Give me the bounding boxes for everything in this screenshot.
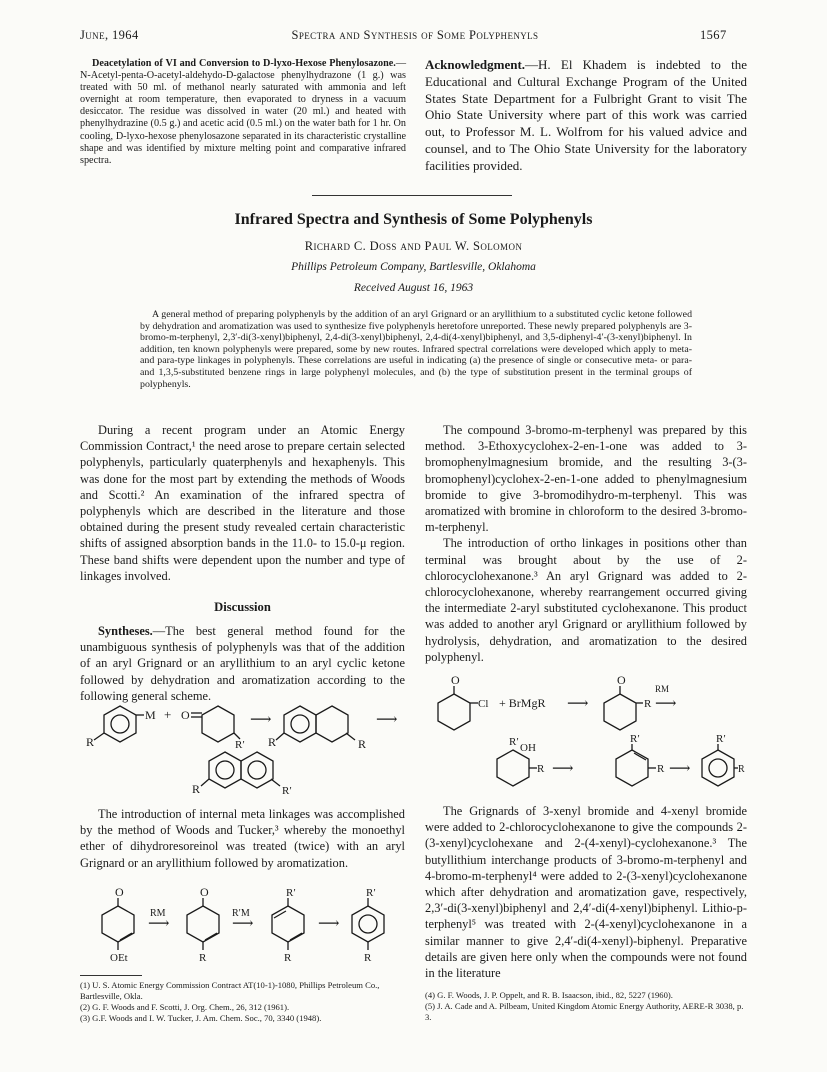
right-column-text	[425, 422, 747, 665]
scheme-r2: R	[268, 735, 277, 749]
scheme3-rp3: R′	[716, 733, 726, 745]
scheme3-arrow2: ⟶	[655, 696, 677, 712]
deacetylation-section	[80, 58, 406, 167]
section-divider	[312, 195, 512, 196]
scheme3-rp2: R′	[630, 733, 640, 745]
scheme2-arrow2: ⟶	[232, 916, 254, 932]
running-header-date: June, 1964	[80, 28, 139, 42]
footnote-4: (4) G. F. Woods, J. P. Oppelt, and R. B. Isaacson, ibid., 82, 5227 (1960).	[425, 990, 673, 1000]
acknowledgment-text: —H. El Khadem is indebted to the Educational and Cultural Exchange Program of the United States State Department for a Fulbright Grant to visit The Ohio State University where part of this work was carried out, to Professor M. L. Wolfrom for his valued advice and counsel, and to The Ohio State University for the laboratory facilities provided.	[425, 57, 747, 173]
left-column-intro	[80, 422, 405, 584]
acknowledgment-heading: Acknowledgment.	[425, 57, 526, 72]
xenyl-paragraph: The Grignards of 3-xenyl bromide and 4-xenyl bromide were added to 2-chlorocyclohexanone to give the compounds 2-(3-xenyl)cyclohexane and 2-(4-xenyl)-cyclohexanone.³ The butyllithium interchange products of 3-bromo-m-terphenyl and 4-bromo-m-terphenyl⁴ were added to 2-(3-xenyl)cyclohexanone which after dehydration and aromatization gave, respectively, 2,3′-di(3-xenyl)biphenyl and 2,4′-di(4-xenyl)biphenyl. Lithio-p-terphenyl⁵ was treated with 2-(4-xenyl)cyclohexanone in a similar manner to give 2,4′-di(4-xenyl)-biphenyl. Preparative details are given here only when the compounds were not found in the literature	[425, 804, 747, 981]
article-authors: Richard C. Doss and Paul W. Solomon	[304, 239, 523, 253]
meta-linkage-section	[80, 806, 405, 871]
scheme2-r2: R	[284, 952, 292, 964]
scheme2-rp2: R′	[366, 887, 376, 899]
scheme-r1: R	[86, 735, 95, 749]
page-number: 1567	[700, 28, 727, 42]
ortho-linkage-paragraph: The introduction of ortho linkages in positions other than terminal was brought about by the use of 2-chlorocyclohexanone.³ An aryl Grignard was added to 2-chlorocyclohexanone, whereby rearrangement occurred giving the intermediate 2-aryl substituted cyclohexanone. This product was added to another aryl Grignard or aryllithium followed by hydrolysis, dehydration, and aromatization to the desired polyphenyl.	[425, 536, 747, 664]
footnote-5: (5) J. A. Cade and A. Pilbeam, United Kingdom Atomic Energy Authority, AERE-R 3038, p. 3.	[425, 1001, 744, 1022]
scheme2-o1: O	[115, 885, 124, 899]
footnotes-right	[425, 990, 747, 1023]
scheme3-r2: R	[537, 763, 545, 775]
scheme-r3: R	[358, 737, 367, 751]
abstract	[140, 309, 692, 390]
syntheses-text: —The best general method found for the unambiguous synthesis of polyphenyls was that of the addition of an aryl Grignard or an aryllithium to an aryl cyclic ketone followed by dehydration and aromatization according to the following general scheme.	[80, 624, 405, 703]
general-scheme-diagram	[80, 700, 410, 800]
scheme-arrow2: ⟶	[376, 712, 398, 728]
scheme3-brmgr: + BrMgR	[499, 696, 546, 710]
scheme2-o2: O	[200, 885, 209, 899]
scheme2-rm-label: RM	[150, 908, 166, 919]
intro-paragraph: During a recent program under an Atomic Energy Commission Contract,¹ the need arose to prepare certain selected polyphenyls, particularly quaterphenyls and hexaphenyls. This was done for the most part by extending the methods of Woods and Scotti.² An examination of the infrared spectra of polyphenyls which are described in the literature and those obtained during the present study revealed certain characteristic shifts of assigned absorption bands in the 11.0- to 15.0-μ region. These band shifts were dependent upon the number and type of linkages involved.	[80, 423, 405, 583]
scheme-plus: +	[164, 707, 172, 722]
article-affiliation: Phillips Petroleum Company, Bartlesville, Oklahoma	[291, 261, 536, 273]
scheme2-oet: OEt	[110, 952, 128, 964]
scheme3-rp1: R′	[509, 736, 519, 748]
scheme2-r1: R	[199, 952, 207, 964]
running-header-title: Spectra and Synthesis of Some Polyphenyls	[291, 28, 539, 42]
footnote-3: (3) G.F. Woods and I. W. Tucker, J. Am. Chem. Soc., 70, 3340 (1948).	[80, 1013, 322, 1023]
footnote-1: (1) U. S. Atomic Energy Commission Contract AT(10-1)-1080, Phillips Petroleum Co., Bartlesville, Okla.	[80, 980, 380, 1001]
scheme-arrow1: ⟶	[250, 712, 272, 728]
discussion-heading: Discussion	[214, 600, 271, 614]
scheme2-rp1: R′	[286, 887, 296, 899]
footnotes-left	[80, 980, 405, 1024]
scheme-rp1: R′	[235, 739, 245, 751]
scheme3-r1: R	[644, 698, 652, 710]
scheme2-rpm-label: R′M	[232, 908, 250, 919]
deacetylation-text: —N-Acetyl-penta-O-acetyl-aldehydo-D-galactose phenylhydrazone (1 g.) was treated with 50 ml. of methanol nearly saturated with ammonia and left overnight at room temperature, then evaporated to dryness in a vacuum desiccator. The residue was dissolved in water (20 ml.) and heated with phenylhydrazine (0.5 g.) and acetic acid (0.5 ml.) on the water bath for 1 hr. On cooling, D-lyxo-hexose phenylosazone separated in its characteristic crystalline shape and was identified by mixture melting point and comparative infrared spectra.	[80, 58, 406, 166]
footnote-rule	[80, 975, 142, 976]
scheme3-o1: O	[451, 673, 460, 687]
syntheses-heading: Syntheses.	[98, 624, 153, 638]
scheme3-r3: R	[657, 763, 665, 775]
article-received: Received August 16, 1963	[353, 282, 474, 294]
acknowledgment-section	[425, 57, 747, 175]
scheme3-arrow4: ⟶	[669, 761, 691, 777]
scheme-m: M	[145, 708, 156, 722]
footnote-2: (2) G. F. Woods and F. Scotti, J. Org. Chem., 26, 312 (1961).	[80, 1002, 290, 1012]
xenyl-section	[425, 803, 747, 981]
scheme2-r3: R	[364, 952, 372, 964]
scheme3-arrow1: ⟶	[567, 696, 589, 712]
ortho-linkage-scheme	[425, 672, 747, 788]
meta-linkage-paragraph: The introduction of internal meta linkages was accomplished by the method of Woods and Tucker,³ whereby the monoethyl ether of dihydroresoreinol was treated (twice) with an aryl Grignard or an aryllithium followed by aromatization.	[80, 807, 405, 870]
scheme3-arrow3: ⟶	[552, 761, 574, 777]
article-title: Infrared Spectra and Synthesis of Some Polyphenyls	[234, 211, 593, 228]
scheme2-arrow1: ⟶	[148, 916, 170, 932]
scheme2-arrow3: ⟶	[318, 916, 340, 932]
meta-linkage-scheme	[80, 884, 410, 966]
scheme-r4: R	[192, 782, 201, 796]
scheme-o: O	[181, 708, 190, 722]
deacetylation-heading: Deacetylation of VI and Conversion to D-lyxo-Hexose Phenylosazone.	[92, 58, 396, 69]
scheme3-cl: Cl	[478, 698, 489, 710]
scheme3-o2: O	[617, 673, 626, 687]
scheme3-r4: R	[738, 764, 745, 775]
abstract-text: A general method of preparing polyphenyls by the addition of an aryl Grignard or an aryllithium to a substituted cyclic ketone followed by dehydration and aromatization was used to synthesize five polyphenyls heretofore unreported. These newly prepared polyphenyls are 3-bromo-m-terphenyl, 2,3′-di(3-xenyl)biphenyl, 2,4-di(3-xenyl)biphenyl, 2,4-di(4-xenyl)biphenyl, and 3,5-diphenyl-4′-(3-xenyl)biphenyl. In addition, ten known polyphenyls were prepared, some by new routes. Infrared spectral correlations were developed which apply to meta- and para-type linkages in polyphenyls. These correlations are useful in indicating (a) the presence of single or consecutive meta- or para- and 1,3,5-substituted benzene rings in large polyphenyl molecules, and (b) the type of substitution present in the terminal groups of polyphenyls.	[140, 309, 692, 390]
scheme-rp2: R′	[282, 785, 292, 797]
syntheses-section	[80, 623, 405, 704]
scheme3-rm-label: RM	[655, 684, 670, 694]
bromo-terphenyl-paragraph: The compound 3-bromo-m-terphenyl was prepared by this method. 3-Ethoxycyclohex-2-en-1-one was added to 3-bromophenylmagnesium bromide, and the resulting 3-(3-bromophenyl)cyclohex-2-en-1-one added to phenylmagnesium bromide to give 3-bromodihydro-m-terphenyl. This was aromatized with bromine in chloroform to the desired 3-bromo-m-terphenyl.	[425, 423, 747, 535]
scheme3-oh: OH	[520, 742, 536, 754]
